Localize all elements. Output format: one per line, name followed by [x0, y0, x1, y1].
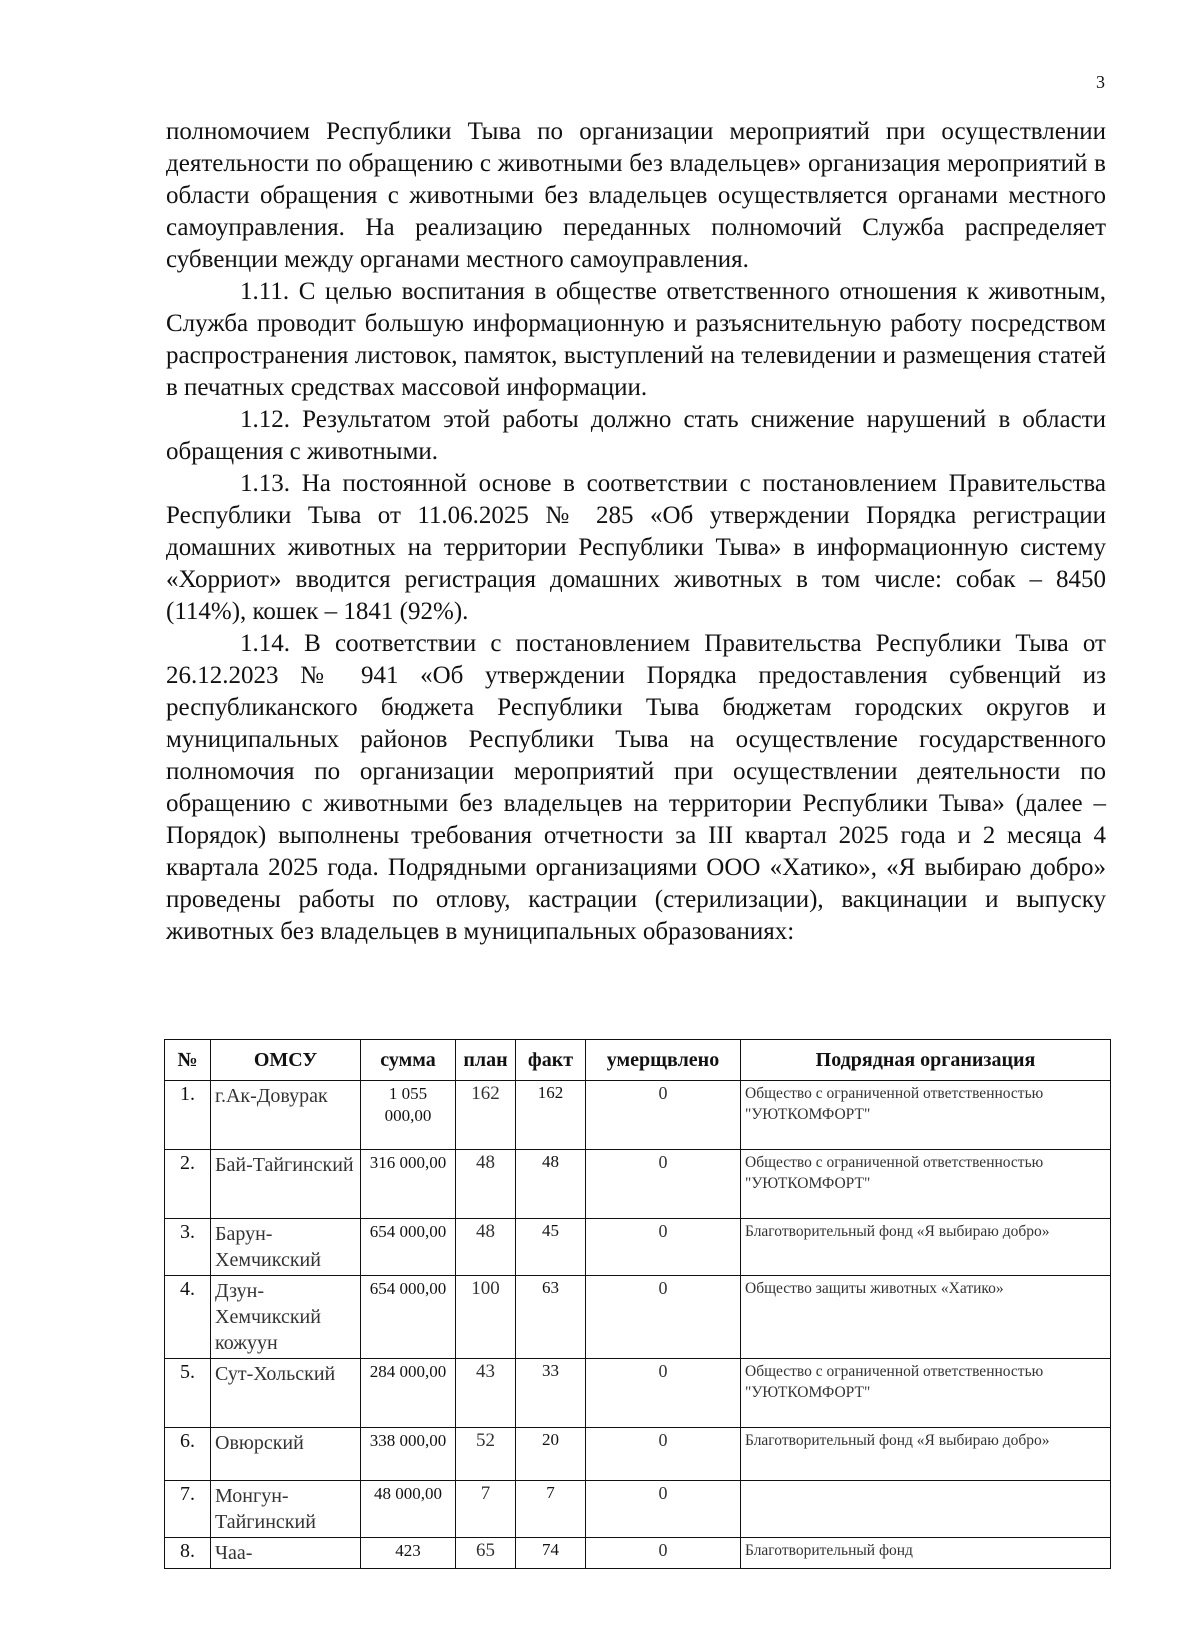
cell-omsu: Дзун-Хемчикский кожуун [211, 1276, 361, 1359]
cell-contractor: Благотворительный фонд [741, 1538, 1111, 1569]
cell-fact: 162 [516, 1081, 586, 1150]
cell-number: 1. [165, 1081, 211, 1150]
table-row [165, 1219, 1111, 1276]
header-omsu: ОМСУ [211, 1040, 361, 1081]
cell-contractor: Общество с ограниченной ответственностью "УЮТКОМФОРТ" [741, 1081, 1111, 1150]
header-sum: сумма [361, 1040, 456, 1081]
cell-contractor: Общество защиты животных «Хатико» [741, 1276, 1111, 1359]
table-row [165, 1538, 1111, 1569]
cell-euthanized: 0 [586, 1276, 741, 1359]
header-euthanized: умерщвлено [586, 1040, 741, 1081]
cell-sum: 48 000,00 [361, 1481, 456, 1538]
page-number: 3 [1096, 72, 1105, 92]
paragraph-continuation: полномочием Республики Тыва по организации мероприятий при осуществлении деятельности по обращению с животными без владельцев» организация мероприятий в области обращения с животными без владельцев осуществляется органами местного самоуправления. На реализацию переданных полномочий Служба распределяет субвенции между органами местного самоуправления. [166, 118, 1106, 273]
cell-number: 6. [165, 1428, 211, 1481]
cell-number: 8. [165, 1538, 211, 1569]
cell-plan: 65 [456, 1538, 516, 1569]
cell-plan: 48 [456, 1219, 516, 1276]
cell-number: 2. [165, 1150, 211, 1219]
cell-fact: 74 [516, 1538, 586, 1569]
table-header-row [165, 1040, 1111, 1081]
table-row [165, 1481, 1111, 1538]
cell-plan: 7 [456, 1481, 516, 1538]
cell-euthanized: 0 [586, 1150, 741, 1219]
cell-contractor: Благотворительный фонд «Я выбираю добро» [741, 1219, 1111, 1276]
cell-omsu: Бай-Тайгинский [211, 1150, 361, 1219]
cell-sum: 284 000,00 [361, 1359, 456, 1428]
cell-number: 4. [165, 1276, 211, 1359]
cell-contractor: Благотворительный фонд «Я выбираю добро» [741, 1428, 1111, 1481]
cell-omsu: г.Ак-Довурак [211, 1081, 361, 1150]
cell-plan: 52 [456, 1428, 516, 1481]
cell-contractor [741, 1481, 1111, 1538]
header-number: № [165, 1040, 211, 1081]
cell-euthanized: 0 [586, 1081, 741, 1150]
cell-euthanized: 0 [586, 1481, 741, 1538]
cell-sum: 423 [361, 1538, 456, 1569]
cell-fact: 63 [516, 1276, 586, 1359]
cell-omsu: Монгун-Тайгинский [211, 1481, 361, 1538]
table-row [165, 1428, 1111, 1481]
table-row [165, 1081, 1111, 1150]
cell-omsu: Сут-Хольский [211, 1359, 361, 1428]
cell-fact: 20 [516, 1428, 586, 1481]
cell-sum: 654 000,00 [361, 1219, 456, 1276]
cell-fact: 33 [516, 1359, 586, 1428]
table-row [165, 1150, 1111, 1219]
cell-fact: 7 [516, 1481, 586, 1538]
header-plan: план [456, 1040, 516, 1081]
cell-plan: 43 [456, 1359, 516, 1428]
cell-sum: 338 000,00 [361, 1428, 456, 1481]
cell-number: 5. [165, 1359, 211, 1428]
cell-euthanized: 0 [586, 1359, 741, 1428]
paragraph-1-14: 1.14. В соответствии с постановлением Правительства Республики Тыва от 26.12.2023 № 941 «Об утверждении Порядка предоставления субвенций из республиканского бюджета Республики Тыва бюджетам городских округов и муниципальных районов Республики Тыва на осуществление государственного полномочия по организации мероприятий при осуществлении деятельности по обращению с животными без владельцев на территории Республики Тыва» (далее – Порядок) выполнены требования отчетности за III квартал 2025 года и 2 месяца 4 квартала 2025 года. Подрядными организациями ООО «Хатико», «Я выбираю добро» проведены работы по отлову, кастрации (стерилизации), вакцинации и выпуску животных без владельцев в муниципальных образованиях: [166, 630, 1106, 945]
paragraph-1-12: 1.12. Результатом этой работы должно стать снижение нарушений в области обращения с животными. [166, 406, 1106, 465]
body-text [166, 116, 1106, 948]
cell-number: 7. [165, 1481, 211, 1538]
cell-sum: 316 000,00 [361, 1150, 456, 1219]
cell-sum: 654 000,00 [361, 1276, 456, 1359]
cell-sum: 1 055 000,00 [361, 1081, 456, 1150]
cell-plan: 162 [456, 1081, 516, 1150]
cell-omsu: Овюрский [211, 1428, 361, 1481]
cell-euthanized: 0 [586, 1428, 741, 1481]
omsu-table [164, 1039, 1111, 1569]
paragraph-1-13: 1.13. На постоянной основе в соответствии с постановлением Правительства Республики Тыва от 11.06.2025 № 285 «Об утверждении Порядка регистрации домашних животных на территории Республики Тыва» в информационную систему «Хорриот» вводится регистрация домашних животных в том числе: собак – 8450 (114%), кошек – 1841 (92%). [166, 470, 1106, 625]
table-row [165, 1276, 1111, 1359]
cell-plan: 100 [456, 1276, 516, 1359]
cell-number: 3. [165, 1219, 211, 1276]
cell-omsu: Чаа- [211, 1538, 361, 1569]
cell-contractor: Общество с ограниченной ответственностью "УЮТКОМФОРТ" [741, 1150, 1111, 1219]
header-fact: факт [516, 1040, 586, 1081]
table-row [165, 1359, 1111, 1428]
cell-euthanized: 0 [586, 1538, 741, 1569]
paragraph-1-11: 1.11. С целью воспитания в обществе ответственного отношения к животным, Служба проводит большую информационную и разъяснительную работу посредством распространения листовок, памяток, выступлений на телевидении и размещения статей в печатных средствах массовой информации. [166, 278, 1106, 401]
cell-omsu: Барун-Хемчикский [211, 1219, 361, 1276]
cell-euthanized: 0 [586, 1219, 741, 1276]
header-contractor: Подрядная организация [741, 1040, 1111, 1081]
cell-contractor: Общество с ограниченной ответственностью "УЮТКОМФОРТ" [741, 1359, 1111, 1428]
cell-fact: 45 [516, 1219, 586, 1276]
cell-plan: 48 [456, 1150, 516, 1219]
cell-fact: 48 [516, 1150, 586, 1219]
